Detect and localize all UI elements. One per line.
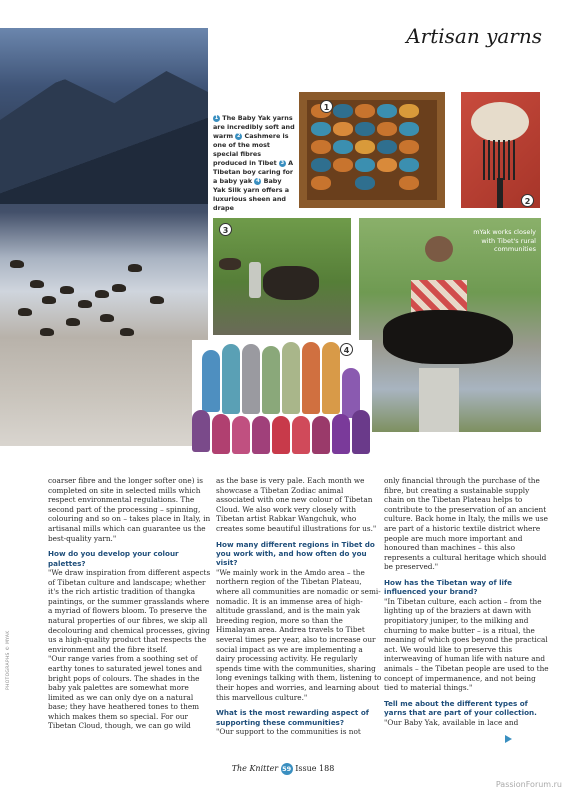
caption-number-1: 1 [214, 114, 219, 121]
paragraph: "Our Baby Yak, available in lace and [384, 717, 519, 727]
yarn-skeins-photo [192, 340, 372, 454]
landscape-yak-herd-photo [0, 28, 208, 446]
paragraph: "In Tibetan culture, each action – from the lighting up of the braziers at dawn with propitiatory juniper, to the milking and churning to make butter – is a ritual, the meaning of which goes beyond the practical act. We would like to preserve this interweaving of human life with nature and animals – the Tibetan people are used to the concept of impermanence, and not being tied to material things." [384, 596, 549, 693]
paragraph: coarser fibre and the longer softer one) is completed on site in selected mills which respect environmental regulations. The second part of the processing – spinning, colouring and so on – takes place in Italy, in artisanal mills which can guarantee us the best-quality yarn." [48, 476, 211, 543]
photo-number-1: 1 [320, 100, 333, 113]
photo-credit: PHOTOGRAPHS © MYAK [6, 630, 11, 690]
caption-number-2: 2 [237, 132, 241, 139]
article-column-2 [216, 476, 382, 737]
photo-captions [213, 114, 295, 213]
caption-text-3: A Tibetan boy caring for a baby yak [213, 159, 294, 185]
article-column-3 [384, 476, 550, 727]
page-number: 59 [282, 765, 292, 773]
continue-arrow-icon [505, 735, 512, 743]
caption-text-4: Baby Yak Silk yarn offers a luxurious sheen and drape [213, 177, 290, 212]
caption-number-3: 3 [280, 159, 285, 166]
page-footer [0, 763, 566, 775]
caption-text-1: The Baby Yak yarns are incredibly soft and warm [213, 114, 295, 140]
paragraph: only financial through the purchase of the fibre, but creating a sustainable supply chain on the Tibetan Plateau helps to contribute to the preservation of an ancient culture. Back home in Italy, the mills we use are part of a historic textile district where people are much more important and honoured than machines – this also represents a cultural heritage which should be preserved." [384, 476, 548, 572]
issue-number: Issue 188 [295, 764, 335, 773]
cashmere-comb-photo [461, 92, 540, 208]
magazine-name: The Knitter [231, 764, 279, 773]
caption-text-2: Cashmere is one of the most special fibres produced in Tibet [213, 132, 289, 167]
watermark: PassionForum.ru [495, 780, 562, 789]
interview-question: How do you develop your colour palettes? [48, 549, 179, 568]
article-column-1 [48, 476, 214, 731]
interview-question: How has the Tibetan way of life influenced your brand? [384, 577, 513, 597]
interview-question: Tell me about the different types of yarns that are part of your collection. [384, 698, 537, 718]
caption-number-4: 4 [256, 177, 260, 184]
interview-question: How many different regions in Tibet do you work with, and how often do you visit? [216, 539, 375, 568]
photo-number-3: 3 [219, 223, 232, 236]
paragraph: "We mainly work in the Amdo area – the northern region of the Tibetan Plateau, where all communities are nomadic or semi-nomadic. It is an immense area of high-altitude grassland, and is the main yak breeding region, more so than the Himalayan area. Andrea travels to Tibet several times per year, also to increase our social impact as we are implementing a dairy processing activity. He regularly spends time with the communities, sharing long evenings talking with them, listening to their hopes and worries, and learning about this marvellous culture." [216, 567, 382, 702]
photo-number-2: 2 [521, 194, 534, 207]
boy-with-yak-photo [213, 218, 351, 335]
paragraph: "Our range varies from a soothing set of earthy tones to saturated jewel tones and bright pops of colours. The shades in the baby yak palettes are somewhat more limited as we can only dye on a natural base; they have heathered tones to them which makes them so special. For our Tibetan Cloud, though, we can go wild [48, 654, 203, 731]
page-title: Artisan yarns [406, 24, 542, 48]
side-caption: mYak works closely with Tibet's rural communities [473, 228, 536, 253]
paragraph: as the base is very pale. Each month we showcase a Tibetan Zodiac animal associated with one new colour of Tibetan Cloud. We also work very closely with Tibetan artist Rabkar Wangchuk, who creates some beautiful illustrations for us." [216, 476, 377, 533]
interview-question: What is the most rewarding aspect of supporting these communities? [216, 708, 369, 727]
paragraph: "We draw inspiration from different aspects of Tibetan culture and landscape; whether it's the rich artistic tradition of thangka paintings, or the summer grasslands where a myriad of flowers bloom. To preserve the natural properties of our fibres, we skip all decolouring and chemical processes, giving us a high-quality product that respects the environment and the fibre itself. [48, 567, 211, 654]
photo-number-4: 4 [340, 343, 353, 356]
paragraph: "Our support to the communities is not [216, 726, 361, 736]
